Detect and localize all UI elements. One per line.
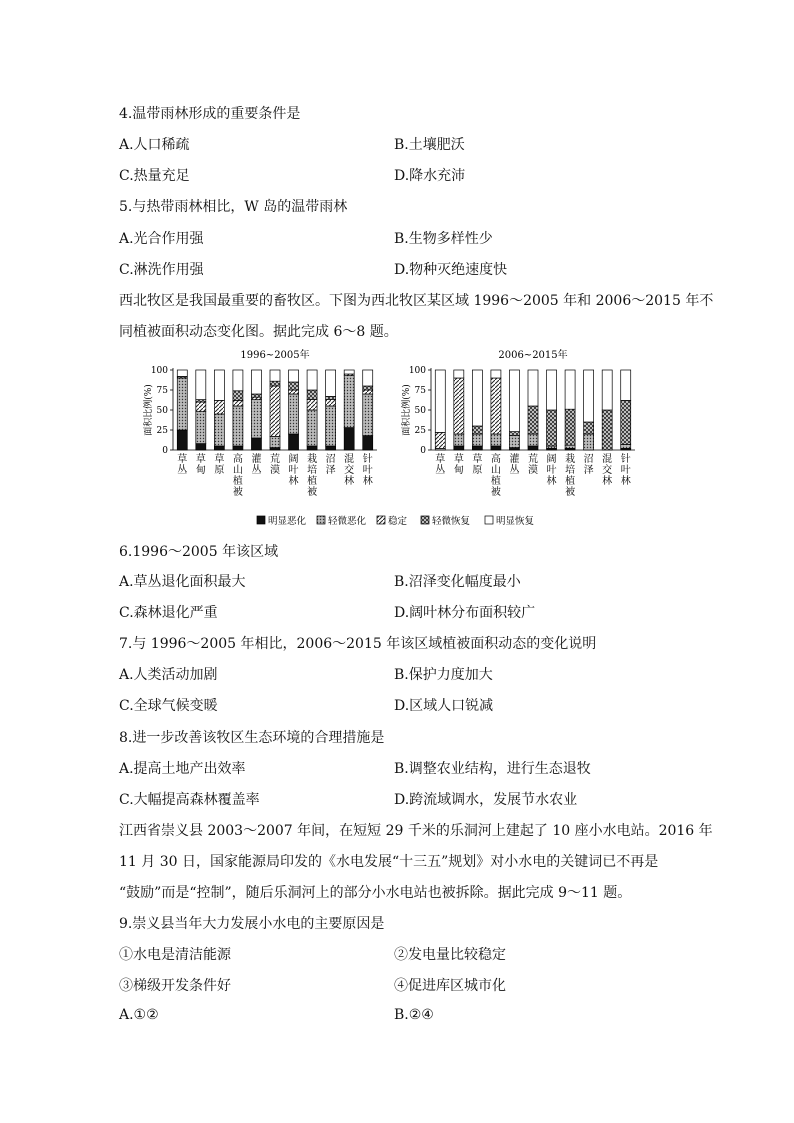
y-tick-label: 75 — [414, 386, 426, 396]
bar-segment — [251, 438, 261, 450]
q6-option-b: B.沼泽变化幅度最小 — [394, 574, 521, 590]
q7-option-a: A.人类活动加剧 — [119, 667, 218, 683]
bar-segment — [307, 410, 317, 446]
panel-title: 2006~2015年 — [498, 350, 568, 361]
bar-segment — [214, 414, 224, 446]
bar-segment — [289, 390, 299, 394]
bar-segment — [454, 378, 464, 434]
q6-option-d: D.阔叶林分布面积较广 — [394, 605, 536, 621]
x-tick-label: 被 — [565, 487, 576, 498]
x-tick-label: 林 — [288, 476, 299, 487]
bar-segment — [528, 406, 538, 434]
bar-segment — [196, 412, 206, 444]
bar-segment — [196, 370, 206, 400]
q9-option-b: B.②④ — [394, 1007, 434, 1023]
bar-segment — [326, 396, 336, 399]
x-tick-label: 针 — [620, 454, 631, 465]
bar-segment — [491, 378, 501, 434]
legend-swatch — [317, 516, 325, 524]
x-tick-label: 漠 — [270, 465, 280, 476]
x-tick-label: 被 — [490, 487, 501, 498]
x-tick-label: 草 — [472, 454, 483, 465]
x-tick-label: 高 — [490, 454, 501, 465]
x-tick-label: 培 — [307, 465, 318, 476]
bar-segment — [233, 446, 243, 450]
x-tick-label: 荒 — [528, 454, 538, 465]
legend-label: 明显恢复 — [496, 516, 535, 527]
chart-legend — [257, 515, 535, 527]
bar-segment — [584, 434, 594, 450]
bar-segment — [547, 370, 557, 410]
q5-option-d: D.物种灭绝速度快 — [394, 262, 508, 278]
legend-swatch — [257, 516, 265, 524]
bar-segment — [472, 446, 482, 450]
x-tick-label: 林 — [602, 476, 613, 487]
bar-segment — [472, 426, 482, 434]
bar-segment — [196, 402, 206, 412]
y-tick-label: 75 — [156, 386, 168, 396]
bar-segment — [528, 434, 538, 446]
y-tick-label: 50 — [156, 406, 168, 416]
bar-segment — [602, 370, 612, 410]
x-tick-label: 被 — [232, 487, 243, 498]
q4-option-c: C.热量充足 — [119, 168, 190, 184]
y-axis-label: 面积比例(%) — [144, 384, 154, 436]
bar-segment — [251, 370, 261, 394]
bar-segment — [289, 434, 299, 450]
bar-segment — [528, 446, 538, 450]
q9-statement-3: ③梯级开发条件好 — [119, 978, 231, 994]
bar-segment — [251, 394, 261, 397]
q9-option-a: A.①② — [119, 1007, 159, 1023]
bar-segment — [233, 391, 243, 401]
x-tick-label: 丛 — [509, 465, 520, 476]
x-tick-label: 甸 — [195, 465, 206, 476]
bar-segment — [509, 370, 519, 432]
bar-segment — [270, 436, 280, 447]
q8-option-a: A.提高土地产出效率 — [119, 761, 246, 777]
q5-option-c: C.淋洗作用强 — [119, 262, 204, 278]
vegetation-change-figure — [139, 344, 659, 530]
x-tick-label: 高 — [232, 454, 243, 465]
q6-stem: 6.1996～2005 年该区域 — [119, 544, 279, 560]
bar-segment — [565, 445, 575, 448]
q7-stem: 7.与 1996～2005 年相比，2006～2015 年该区域植被面积动态的变化说明 — [119, 636, 597, 652]
bar-segment — [326, 406, 336, 446]
bar-segment — [363, 390, 373, 394]
bar-segment — [270, 386, 280, 436]
x-tick-label: 植 — [232, 476, 243, 487]
bar-segment — [307, 400, 317, 410]
x-tick-label: 泽 — [325, 465, 336, 476]
q4-option-a: A.人口稀疏 — [119, 137, 190, 153]
bar-segment — [196, 444, 206, 450]
bar-segment — [565, 370, 575, 409]
bar-segment — [344, 370, 354, 374]
x-tick-label: 林 — [362, 476, 373, 487]
intro-9-11-line-3: “鼓励”而是“控制”，随后乐洞河上的部分小水电站也被拆除。据此完成 9～11 题。 — [119, 885, 632, 901]
bar-segment — [214, 446, 224, 450]
bar-segment — [435, 432, 445, 448]
x-tick-label: 泽 — [583, 465, 594, 476]
bar-segment — [289, 382, 299, 390]
x-tick-label: 甸 — [453, 465, 464, 476]
legend-swatch — [377, 516, 385, 524]
x-tick-label: 植 — [490, 476, 501, 487]
x-tick-label: 灌 — [509, 454, 520, 465]
x-tick-label: 漠 — [528, 465, 538, 476]
x-tick-label: 灌 — [251, 454, 262, 465]
y-axis-label: 面积比例(%) — [402, 384, 412, 436]
bar-segment — [491, 370, 501, 378]
panel-1996-2005 — [142, 348, 377, 498]
x-tick-label: 叶 — [288, 465, 299, 476]
bar-segment — [528, 370, 538, 406]
bar-segment — [326, 400, 336, 406]
bar-segment — [509, 436, 519, 448]
x-tick-label: 被 — [307, 487, 318, 498]
y-tick-label: 100 — [408, 366, 426, 376]
bar-segment — [363, 436, 373, 450]
bar-segment — [177, 370, 187, 376]
x-tick-label: 原 — [472, 465, 483, 476]
x-tick-label: 混 — [344, 454, 355, 465]
panel-2006-2015 — [400, 348, 635, 498]
bar-segment — [270, 370, 280, 381]
bar-segment — [233, 406, 243, 446]
x-tick-label: 山 — [232, 465, 243, 476]
bar-segment — [621, 444, 631, 448]
bar-segment — [326, 446, 336, 450]
bar-segment — [270, 381, 280, 386]
y-tick-label: 0 — [420, 446, 426, 456]
x-tick-label: 山 — [490, 465, 501, 476]
bar-segment — [454, 370, 464, 378]
legend-label: 轻微恶化 — [328, 516, 367, 527]
q5-option-b: B.生物多样性少 — [394, 231, 493, 247]
x-tick-label: 丛 — [435, 465, 446, 476]
y-tick-label: 100 — [150, 366, 168, 376]
x-tick-label: 阔 — [546, 454, 557, 465]
x-tick-label: 草 — [195, 454, 206, 465]
q7-option-b: B.保护力度加大 — [394, 667, 493, 683]
x-tick-label: 栽 — [307, 454, 318, 465]
x-tick-label: 丛 — [177, 465, 188, 476]
bar-segment — [454, 446, 464, 450]
bar-segment — [454, 434, 464, 446]
y-tick-label: 25 — [414, 426, 426, 436]
intro-6-8-line-2: 同植被面积动态变化图。据此完成 6～8 题。 — [119, 324, 398, 340]
bar-segment — [233, 400, 243, 406]
bar-segment — [307, 390, 317, 400]
y-tick-label: 0 — [162, 446, 168, 456]
x-tick-label: 栽 — [565, 454, 576, 465]
intro-6-8-line-1: 西北牧区是我国最重要的畜牧区。下图为西北牧区某区域 1996～2005 年和 2006～2015 年不 — [119, 293, 714, 309]
x-tick-label: 荒 — [270, 454, 280, 465]
x-tick-label: 草 — [453, 454, 464, 465]
x-tick-label: 林 — [344, 476, 355, 487]
bar-segment — [307, 370, 317, 390]
x-tick-label: 针 — [362, 454, 373, 465]
bar-segment — [472, 370, 482, 426]
bar-segment — [307, 446, 317, 450]
bar-segment — [509, 432, 519, 436]
x-tick-label: 原 — [214, 465, 225, 476]
x-tick-label: 混 — [602, 454, 613, 465]
bar-segment — [363, 394, 373, 436]
bar-segment — [472, 434, 482, 446]
q5-option-a: A.光合作用强 — [119, 231, 204, 247]
bar-segment — [547, 410, 557, 446]
bar-segment — [491, 446, 501, 450]
bar-segment — [326, 370, 336, 396]
x-tick-label: 草 — [435, 454, 446, 465]
q6-option-c: C.森林退化严重 — [119, 605, 218, 621]
x-tick-label: 叶 — [546, 465, 557, 476]
bar-segment — [363, 370, 373, 386]
legend-label: 明显恶化 — [268, 516, 307, 527]
q8-option-c: C.大幅提高森林覆盖率 — [119, 792, 260, 808]
bar-segment — [233, 370, 243, 391]
q4-stem: 4.温带雨林形成的重要条件是 — [119, 106, 301, 122]
x-tick-label: 交 — [344, 465, 355, 476]
bar-segment — [344, 428, 354, 450]
bar-segment — [214, 400, 224, 414]
x-tick-label: 叶 — [620, 465, 631, 476]
q5-stem: 5.与热带雨林相比，W 岛的温带雨林 — [119, 199, 348, 215]
bar-segment — [251, 400, 261, 438]
x-tick-label: 交 — [602, 465, 613, 476]
q4-option-d: D.降水充沛 — [394, 168, 466, 184]
bar-segment — [509, 448, 519, 450]
bar-segment — [289, 394, 299, 434]
bar-segment — [363, 386, 373, 390]
x-tick-label: 沼 — [325, 454, 336, 465]
q4-option-b: B.土壤肥沃 — [394, 137, 465, 153]
bar-segment — [491, 434, 501, 446]
legend-swatch — [421, 516, 429, 524]
bar-segment — [270, 448, 280, 450]
bar-segment — [547, 446, 557, 448]
q9-statement-1: ①水电是清洁能源 — [119, 947, 231, 963]
bar-segment — [289, 370, 299, 382]
legend-label: 轻微恢复 — [432, 516, 471, 527]
q8-option-d: D.跨流域调水，发展节水农业 — [394, 792, 578, 808]
q8-stem: 8.进一步改善该牧区生态环境的合理措施是 — [119, 730, 385, 746]
y-tick-label: 25 — [156, 426, 168, 436]
bar-segment — [584, 422, 594, 434]
q7-option-c: C.全球气候变暖 — [119, 698, 218, 714]
x-tick-label: 草 — [214, 454, 225, 465]
x-tick-label: 阔 — [288, 454, 299, 465]
bar-segment — [177, 378, 187, 430]
x-tick-label: 培 — [565, 465, 576, 476]
bar-segment — [621, 370, 631, 400]
bar-segment — [196, 400, 206, 402]
legend-label: 稳定 — [388, 516, 408, 527]
bar-segment — [251, 397, 261, 399]
x-tick-label: 植 — [565, 476, 576, 487]
x-tick-label: 叶 — [362, 465, 373, 476]
x-tick-label: 丛 — [251, 465, 262, 476]
x-tick-label: 林 — [620, 476, 631, 487]
y-tick-label: 50 — [414, 406, 426, 416]
panel-title: 1996~2005年 — [240, 350, 310, 361]
bar-segment — [621, 400, 631, 444]
x-tick-label: 沼 — [583, 454, 594, 465]
bar-segment — [177, 430, 187, 450]
q7-option-d: D.区域人口锐减 — [394, 698, 494, 714]
x-tick-label: 草 — [177, 454, 188, 465]
bar-segment — [565, 409, 575, 445]
x-tick-label: 林 — [546, 476, 557, 487]
intro-9-11-line-1: 江西省崇义县 2003～2007 年间，在短短 29 千米的乐洞河上建起了 10 座小水电站。2016 年 — [119, 823, 713, 839]
q8-option-b: B.调整农业结构，进行生态退牧 — [394, 761, 591, 777]
q6-option-a: A.草丛退化面积最大 — [119, 574, 246, 590]
x-tick-label: 植 — [307, 476, 318, 487]
bar-segment — [435, 370, 445, 432]
q9-stem: 9.崇义县当年大力发展小水电的主要原因是 — [119, 916, 385, 932]
legend-swatch — [485, 516, 493, 524]
q9-statement-4: ④促进库区城市化 — [394, 978, 506, 994]
bar-segment — [602, 410, 612, 450]
q9-statement-2: ②发电量比较稳定 — [394, 947, 506, 963]
bar-segment — [584, 370, 594, 422]
intro-9-11-line-2: 11 月 30 日，国家能源局印发的《水电发展“十三五”规划》对小水电的关键词已不再是 — [119, 854, 659, 870]
bar-segment — [344, 376, 354, 428]
bar-segment — [214, 370, 224, 400]
